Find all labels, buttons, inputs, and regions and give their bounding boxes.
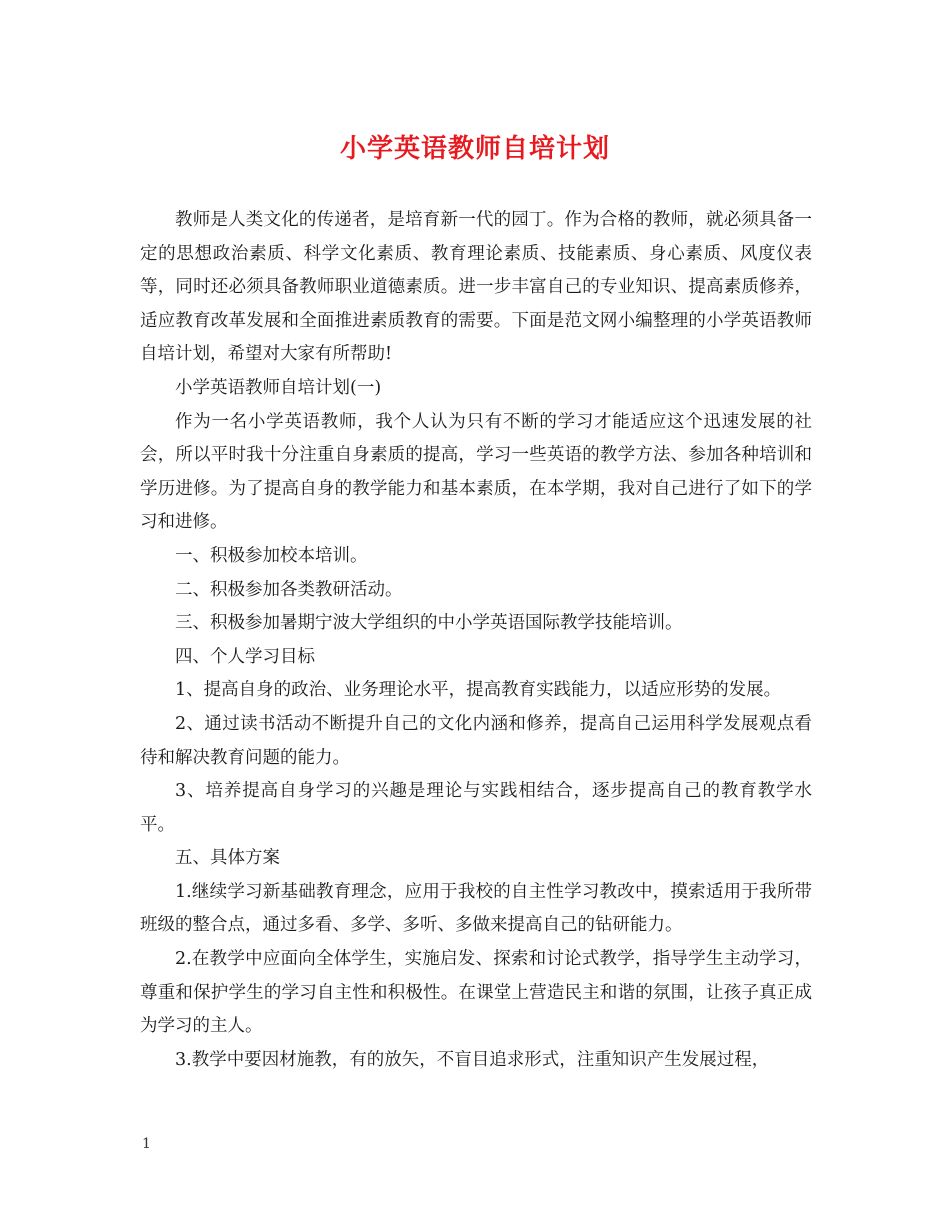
list-item: 二、积极参加各类教研活动。 [175,579,403,600]
list-item: 1、提高自身的政治、业务理论水平，提高教育实践能力，以适应形势的发展。 [175,680,782,701]
list-item: 2.在教学中应面向全体学生，实施启发、探索和讨论式教学，指导学生主动学习，尊重和保护学生的学习自主性和积极性。在课堂上营造民主和谐的氛围，让孩子真正成为学习的主人。 [140,949,812,1037]
list-item: 1.继续学习新基础教育理念，应用于我校的自主性学习教改中，摸索适用于我所带班级的整合点，通过多看、多学、多听、多做来提高自己的钻研能力。 [140,881,812,936]
section-heading: 小学英语教师自培计划(一) [175,377,382,398]
list-item: 3.教学中要因材施教，有的放矢，不盲目追求形式，注重知识产生发展过程， [175,1049,770,1070]
list-item: 一、积极参加校本培训。 [175,545,368,566]
body-paragraph: 作为一名小学英语教师，我个人认为只有不断的学习才能适应这个迅速发展的社会，所以平时我十分注重自身素质的提高，学习一些英语的教学方法、参加各种培训和学历进修。为了提高自身的教学能力和基本素质，在本学期，我对自己进行了如下的学习和进修。 [140,411,812,533]
section-heading: 五、具体方案 [175,848,280,869]
page-number: 1 [142,1136,151,1152]
document-body [140,204,812,1077]
list-item: 三、积极参加暑期宁波大学组织的中小学英语国际教学技能培训。 [175,613,683,634]
section-heading: 四、个人学习目标 [175,646,315,667]
list-item: 3、培养提高自身学习的兴趣是理论与实践相结合，逐步提高自己的教育教学水平。 [140,781,812,835]
document-title: 小学英语教师自培计划 [339,134,610,164]
list-item: 2、通过读书活动不断提升自己的文化内涵和修养，提高自己运用科学发展观点看待和解决教育问题的能力。 [140,713,812,768]
intro-paragraph: 教师是人类文化的传递者，是培育新一代的园丁。作为合格的教师，就必须具备一定的思想政治素质、科学文化素质、教育理论素质、技能素质、身心素质、风度仪表等，同时还必须具备教师职业道德素质。进一步丰富自己的专业知识、提高素质修养，适应教育改革发展和全面推进素质教育的需要。下面是范文网小编整理的小学英语教师自培计划，希望对大家有所帮助! [140,210,812,365]
